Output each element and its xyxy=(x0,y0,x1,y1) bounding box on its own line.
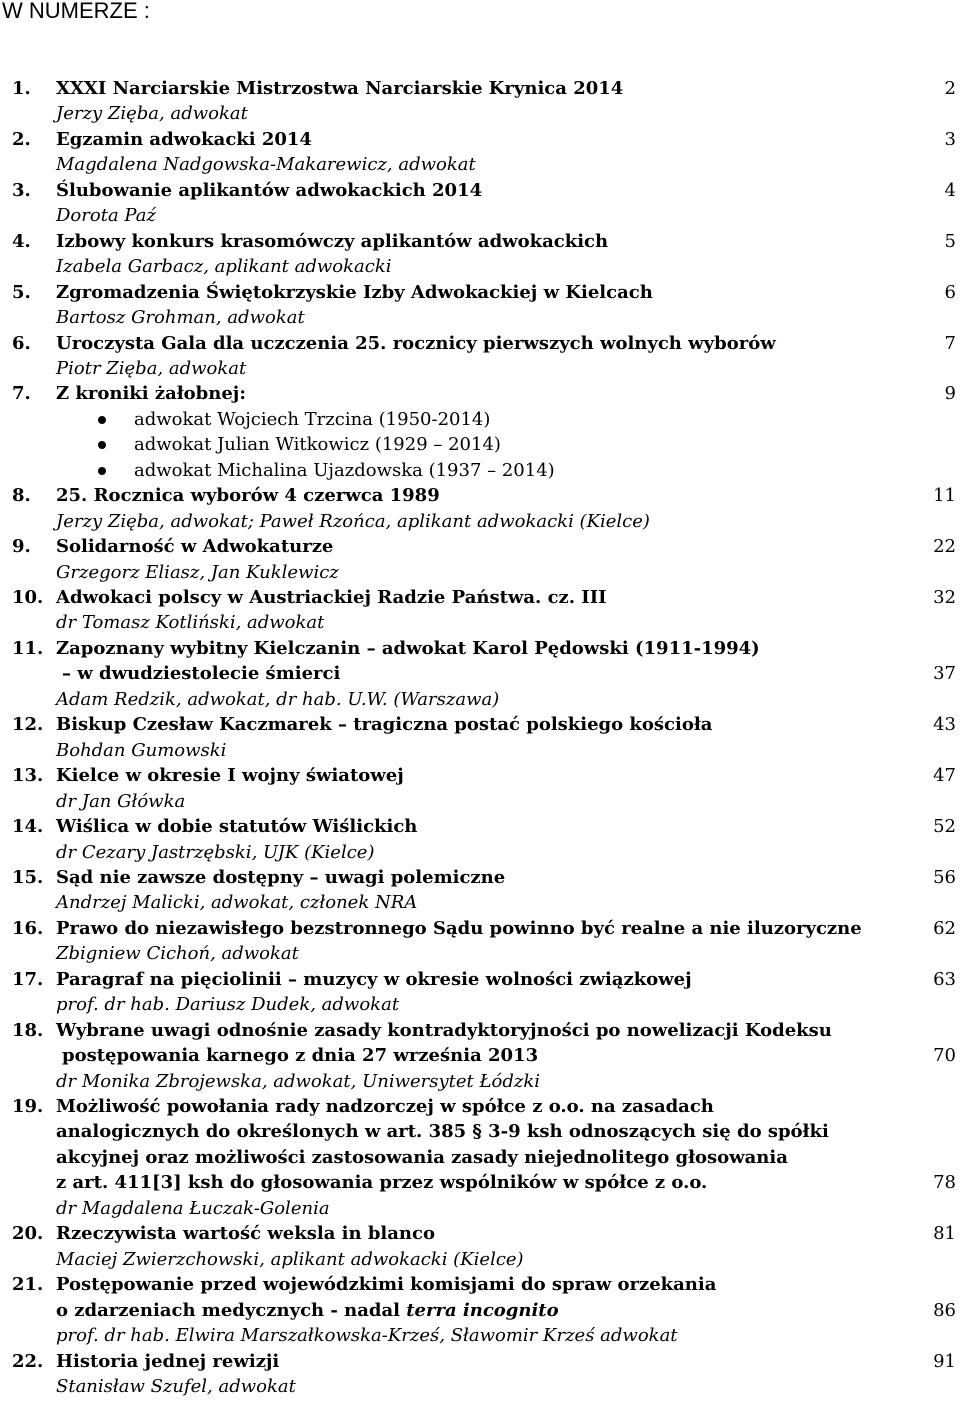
entry-number: 21. xyxy=(12,1274,44,1295)
toc-entry-author-line xyxy=(0,254,960,280)
entry-page-number: 81 xyxy=(933,1223,956,1244)
entry-page-number: 43 xyxy=(933,714,956,735)
entry-number: 8. xyxy=(12,485,31,506)
entry-title: Wybrane uwagi odnośnie zasady kontradyktoryjności po nowelizacji Kodeksu xyxy=(56,1020,832,1041)
toc-entry-title-line xyxy=(0,967,960,993)
entry-author: Magdalena Nadgowska-Makarewicz, adwokat xyxy=(56,154,476,175)
entry-number: 9. xyxy=(12,536,31,557)
toc-entry-author-line xyxy=(0,610,960,636)
entry-number: 18. xyxy=(12,1020,44,1041)
entry-author: Andrzej Malicki, adwokat, członek NRA xyxy=(56,892,418,913)
entry-page-number: 32 xyxy=(933,587,956,608)
entry-number: 6. xyxy=(12,333,31,354)
entry-page-number: 56 xyxy=(933,867,956,888)
entry-page-number: 2 xyxy=(944,78,956,99)
entry-number: 17. xyxy=(12,969,44,990)
toc-entry-title-line xyxy=(0,1043,960,1069)
toc-entry-title-line xyxy=(0,534,960,560)
entry-author: Jerzy Zięba, adwokat; Paweł Rzońca, aplikant adwokacki (Kielce) xyxy=(56,511,650,532)
entry-number: 16. xyxy=(12,918,44,939)
entry-page-number: 9 xyxy=(944,383,956,404)
entry-number: 10. xyxy=(12,587,44,608)
entry-title: Postępowanie przed wojewódzkimi komisjami do spraw orzekania xyxy=(56,1274,717,1295)
toc-entry-title-line xyxy=(0,814,960,840)
toc-entry-author-line xyxy=(0,509,960,535)
entry-title: postępowania karnego z dnia 27 września 2013 xyxy=(62,1045,539,1066)
entry-author: Izabela Garbacz, aplikant adwokacki xyxy=(56,256,392,277)
entry-title: Możliwość powołania rady nadzorczej w spółce z o.o. na zasadach xyxy=(56,1096,714,1117)
toc-entry-author-line xyxy=(0,356,960,382)
entry-title: Izbowy konkurs krasomówczy aplikantów adwokackich xyxy=(56,231,609,252)
entry-page-number: 86 xyxy=(933,1300,956,1321)
toc-entry-author-line xyxy=(0,941,960,967)
entry-author: dr Magdalena Łuczak-Golenia xyxy=(56,1198,330,1219)
entry-author: Zbigniew Cichoń, adwokat xyxy=(56,943,299,964)
toc-entry-title-line xyxy=(0,661,960,687)
entry-page-number: 37 xyxy=(933,663,956,684)
toc-entry-title-line xyxy=(0,585,960,611)
toc-entry-author-line xyxy=(0,1196,960,1222)
entry-number: 12. xyxy=(12,714,44,735)
page-header: W NUMERZE : xyxy=(2,0,150,23)
toc-bullet-line xyxy=(0,432,960,458)
toc-entry-author-line xyxy=(0,1069,960,1095)
entry-title: Zapoznany wybitny Kielczanin – adwokat Karol Pędowski (1911-1994) xyxy=(56,638,760,659)
entry-author: Grzegorz Eliasz, Jan Kuklewicz xyxy=(56,562,339,583)
entry-author: prof. dr hab. Dariusz Dudek, adwokat xyxy=(56,994,400,1015)
toc-entry-title-line xyxy=(0,381,960,407)
toc-entry-author-line xyxy=(0,101,960,127)
entry-author: Bohdan Gumowski xyxy=(56,740,227,761)
toc-entry-title-line xyxy=(0,229,960,255)
entry-author: dr Cezary Jastrzębski, UJK (Kielce) xyxy=(56,842,375,863)
entry-title-italic: terra incognito xyxy=(406,1300,559,1321)
entry-author: Jerzy Zięba, adwokat xyxy=(56,103,248,124)
toc-entry-author-line xyxy=(0,1374,960,1400)
toc-entry-author-line xyxy=(0,305,960,331)
toc-entry-title-line xyxy=(0,636,960,662)
toc-entry-title-line xyxy=(0,76,960,102)
entry-page-number: 70 xyxy=(933,1045,956,1066)
toc-entry-title-line xyxy=(0,1221,960,1247)
toc-entry-title-line xyxy=(0,1298,960,1324)
toc-entry-title-line xyxy=(0,1018,960,1044)
entry-title: Paragraf na pięciolinii – muzycy w okresie wolności związkowej xyxy=(56,969,692,990)
entry-author: Stanisław Szufel, adwokat xyxy=(56,1376,296,1397)
entry-number: 13. xyxy=(12,765,44,786)
entry-number: 7. xyxy=(12,383,31,404)
entry-title: Kielce w okresie I wojny światowej xyxy=(56,765,404,786)
entry-title: Ślubowanie aplikantów adwokackich 2014 xyxy=(56,180,483,201)
toc-entry-author-line xyxy=(0,840,960,866)
entry-author: Adam Redzik, adwokat, dr hab. U.W. (Warszawa) xyxy=(56,689,500,710)
toc-entry-author-line xyxy=(0,789,960,815)
entry-number: 19. xyxy=(12,1096,44,1117)
entry-title: Rzeczywista wartość weksla in blanco xyxy=(56,1223,435,1244)
entry-page-number: 63 xyxy=(933,969,956,990)
entry-number: 4. xyxy=(12,231,31,252)
toc-entry-title-line xyxy=(0,1349,960,1375)
entry-author: Piotr Zięba, adwokat xyxy=(56,358,247,379)
toc-bullet-line xyxy=(0,458,960,484)
entry-author: dr Jan Główka xyxy=(56,791,186,812)
entry-title: 25. Rocznica wyborów 4 czerwca 1989 xyxy=(56,485,440,506)
entry-title: Solidarność w Adwokaturze xyxy=(56,536,334,557)
entry-number: 3. xyxy=(12,180,31,201)
entry-title: Historia jednej rewizji xyxy=(56,1351,280,1372)
toc-entry-title-line xyxy=(0,178,960,204)
entry-page-number: 22 xyxy=(933,536,956,557)
toc-entry-author-line xyxy=(0,1247,960,1273)
entry-title: Adwokaci polscy w Austriackiej Radzie Państwa. cz. III xyxy=(56,587,607,608)
toc-entry-title-line xyxy=(0,916,960,942)
entry-number: 2. xyxy=(12,129,31,150)
toc-bullet-line xyxy=(0,407,960,433)
toc-entry-title-line xyxy=(0,127,960,153)
entry-author: Dorota Paź xyxy=(56,205,156,226)
toc-entry-title-line xyxy=(0,1272,960,1298)
entry-title: analogicznych do określonych w art. 385 § 3-9 ksh odnoszących się do spółki xyxy=(56,1121,829,1142)
entry-title: Prawo do niezawisłego bezstronnego Sądu powinno być realne a nie iluzoryczne xyxy=(56,918,862,939)
entry-page-number: 4 xyxy=(944,180,956,201)
toc-entry-title-line xyxy=(0,1145,960,1171)
entry-page-number: 91 xyxy=(933,1351,956,1372)
entry-number: 15. xyxy=(12,867,44,888)
toc-entry-author-line xyxy=(0,890,960,916)
entry-page-number: 47 xyxy=(933,765,956,786)
entry-title: z art. 411[3] ksh do głosowania przez wspólników w spółce z o.o. xyxy=(56,1172,708,1193)
entry-author: dr Monika Zbrojewska, adwokat, Uniwersytet Łódzki xyxy=(56,1071,541,1092)
entry-number: 11. xyxy=(12,638,44,659)
entry-page-number: 6 xyxy=(944,282,956,303)
entry-author: Maciej Zwierzchowski, aplikant adwokacki (Kielce) xyxy=(56,1249,524,1270)
entry-title: Sąd nie zawsze dostępny – uwagi polemiczne xyxy=(56,867,506,888)
entry-title: akcyjnej oraz możliwości zastosowania zasady niejednolitego głosowania xyxy=(56,1147,788,1168)
entry-page-number: 52 xyxy=(933,816,956,837)
toc-entry-title-line xyxy=(0,1094,960,1120)
toc-entry-author-line xyxy=(0,738,960,764)
entry-title: Wiślica w dobie statutów Wiślickich xyxy=(56,816,418,837)
toc-entry-author-line xyxy=(0,687,960,713)
entry-number: 14. xyxy=(12,816,44,837)
toc-entry-title-line xyxy=(0,331,960,357)
entry-author: Bartosz Grohman, adwokat xyxy=(56,307,305,328)
bullet-text: adwokat Julian Witkowicz (1929 – 2014) xyxy=(134,434,501,455)
entry-number: 1. xyxy=(12,78,31,99)
toc-entry-title-line xyxy=(0,483,960,509)
toc-entry-title-line xyxy=(0,1170,960,1196)
toc-entry-author-line xyxy=(0,992,960,1018)
entry-page-number: 78 xyxy=(933,1172,956,1193)
entry-title: XXXI Narciarskie Mistrzostwa Narciarskie Krynica 2014 xyxy=(56,78,624,99)
toc-entry-author-line xyxy=(0,560,960,586)
entry-title: Biskup Czesław Kaczmarek – tragiczna postać polskiego kościoła xyxy=(56,714,713,735)
entry-title: Z kroniki żałobnej: xyxy=(56,383,246,404)
entry-title: Egzamin adwokacki 2014 xyxy=(56,129,312,150)
toc-entry-author-line xyxy=(0,1323,960,1349)
toc-entry-author-line xyxy=(0,152,960,178)
toc-entry-title-line xyxy=(0,280,960,306)
toc-entry-author-line xyxy=(0,203,960,229)
entry-title: o zdarzeniach medycznych - nadal terra incognito xyxy=(56,1300,559,1321)
entry-number: 5. xyxy=(12,282,31,303)
entry-title: Zgromadzenia Świętokrzyskie Izby Adwokackiej w Kielcach xyxy=(56,282,653,303)
entry-page-number: 5 xyxy=(944,231,956,252)
entry-number: 20. xyxy=(12,1223,44,1244)
toc-entry-title-line xyxy=(0,1119,960,1145)
toc-entry-title-line xyxy=(0,865,960,891)
entry-title: – w dwudziestolecie śmierci xyxy=(62,663,341,684)
entry-page-number: 62 xyxy=(933,918,956,939)
toc-entry-title-line xyxy=(0,712,960,738)
toc-entry-title-line xyxy=(0,763,960,789)
entry-author: dr Tomasz Kotliński, adwokat xyxy=(56,612,325,633)
entry-number: 22. xyxy=(12,1351,44,1372)
entry-author: prof. dr hab. Elwira Marszałkowska-Krześ, Sławomir Krześ adwokat xyxy=(56,1325,678,1346)
entry-page-number: 3 xyxy=(944,129,956,150)
bullet-text: adwokat Michalina Ujazdowska (1937 – 2014) xyxy=(134,460,555,481)
entry-title: Uroczysta Gala dla uczczenia 25. rocznicy pierwszych wolnych wyborów xyxy=(56,333,776,354)
entry-page-number: 11 xyxy=(933,485,956,506)
entry-page-number: 7 xyxy=(944,333,956,354)
bullet-text: adwokat Wojciech Trzcina (1950-2014) xyxy=(134,409,491,430)
